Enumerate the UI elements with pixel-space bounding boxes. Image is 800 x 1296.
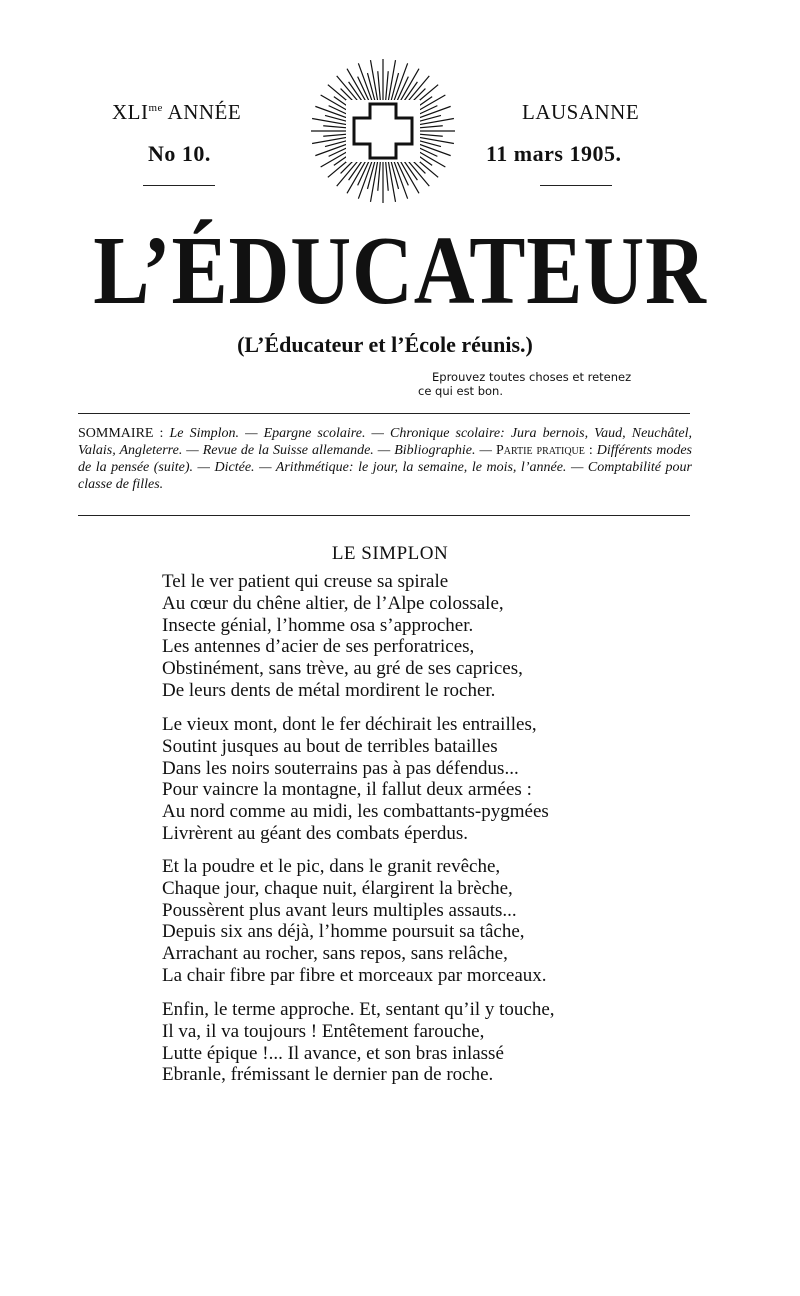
- sommaire-items-1: Le Simplon. — Epargne scolaire. — Chronique scolaire: Jura bernois, Vaud, Neuchâtel, Valais, Angleterre. — Revue de la Suisse allemande. — Bibliographie. —: [78, 426, 692, 458]
- poem-title: LE SIMPLON: [331, 543, 449, 564]
- top-divider: [78, 413, 690, 414]
- poem-line: Arrachant au rocher, sans repos, sans relâche,: [162, 943, 508, 965]
- year-label: $XLI^{me}$ ANNÉE: [112, 100, 242, 124]
- poem-line: Il va, il va toujours ! Entêtement farouche,: [162, 1020, 485, 1042]
- poem-line: Tel le ver patient qui creuse sa spirale: [162, 571, 449, 592]
- masthead-title: L’ÉDUCATEUR: [93, 217, 707, 325]
- motto: [418, 370, 631, 398]
- poem-line: Poussèrent plus avant leurs multiples assauts...: [162, 899, 517, 921]
- poem-line: Les antennes d’acier de ses perforatrices,: [162, 636, 475, 658]
- poem-line: Au nord comme au midi, les combattants-pygmées: [162, 801, 549, 823]
- poem-line: Lutte épique !... Il avance, et son bras inlassé: [162, 1042, 504, 1064]
- poem-line: Chaque jour, chaque nuit, élargirent la brèche,: [162, 877, 513, 899]
- poem-stanza-3: [162, 856, 642, 987]
- poem-line: Ebranle, frémissant le dernier pan de roche.: [162, 1064, 494, 1086]
- sommaire: SOMMAIRE : Le Simplon. — Epargne scolaire. — Chronique scolaire: Jura bernois, Vaud, Neuchâtel, Valais, Angleterre. — Revue de la Suisse allemande. — Bibliographie. — Partie pratique : Différents modes de la pensée (suite). — Dictée. — Arithmétique: le jour, la semaine, le mois, l’année. — Comptabilité pour classe de filles.: [78, 426, 693, 492]
- poem-line: De leurs dents de métal mordirent le rocher.: [162, 679, 496, 701]
- sommaire-label: SOMMAIRE :: [78, 426, 170, 441]
- poem-line: Pour vaincre la montagne, il fallut deux armées :: [162, 779, 532, 801]
- swiss-cross-emblem-icon: [308, 56, 458, 206]
- masthead-subtitle: (L’Éducateur et l’École réunis.): [237, 332, 533, 357]
- poem-line: Insecte génial, l’homme osa s’approcher.: [162, 614, 474, 636]
- poem-line: Obstinément, sans trève, au gré de ses caprices,: [162, 658, 523, 680]
- poem-line: Dans les noirs souterrains pas à pas défendus...: [162, 757, 519, 779]
- poem-line: Livrèrent au géant des combats éperdus.: [162, 822, 468, 844]
- header-left-rule: [143, 185, 215, 186]
- poem-line: Soutint jusques au bout de terribles batailles: [162, 735, 498, 757]
- motto-line-2: ce qui est bon.: [418, 384, 504, 398]
- poem-line: Et la poudre et le pic, dans le granit revêche,: [162, 856, 501, 877]
- poem-stanza-4: [162, 999, 642, 1086]
- bottom-divider: [78, 515, 690, 516]
- poem-stanza-2: [162, 714, 642, 845]
- poem-line: Depuis six ans déjà, l’homme poursuit sa tâche,: [162, 921, 525, 943]
- poem-line: Au cœur du chêne altier, de l’Alpe colossale,: [162, 592, 504, 614]
- issue-date: 11 mars 1905.: [486, 141, 622, 166]
- city-label: LAUSANNE: [522, 100, 640, 124]
- poem-line: Enfin, le terme approche. Et, sentant qu’il y touche,: [162, 999, 555, 1020]
- motto-line-1: Eprouvez toutes choses et retenez: [432, 370, 632, 384]
- header-right-rule: [540, 185, 612, 186]
- sommaire-partie-label: Partie pratique: [495, 443, 585, 458]
- poem-line: La chair fibre par fibre et morceaux par morceaux.: [162, 964, 547, 986]
- sommaire-items-2: Différents modes de la pensée (suite). — Dictée. — Arithmétique: le jour, la semaine, le mois, l’année. — Comptabilité pour classe de filles.: [78, 443, 693, 492]
- poem-stanza-1: [162, 571, 642, 702]
- issue-number: No 10.: [148, 141, 211, 166]
- poem-line: Le vieux mont, dont le fer déchirait les entrailles,: [162, 714, 537, 735]
